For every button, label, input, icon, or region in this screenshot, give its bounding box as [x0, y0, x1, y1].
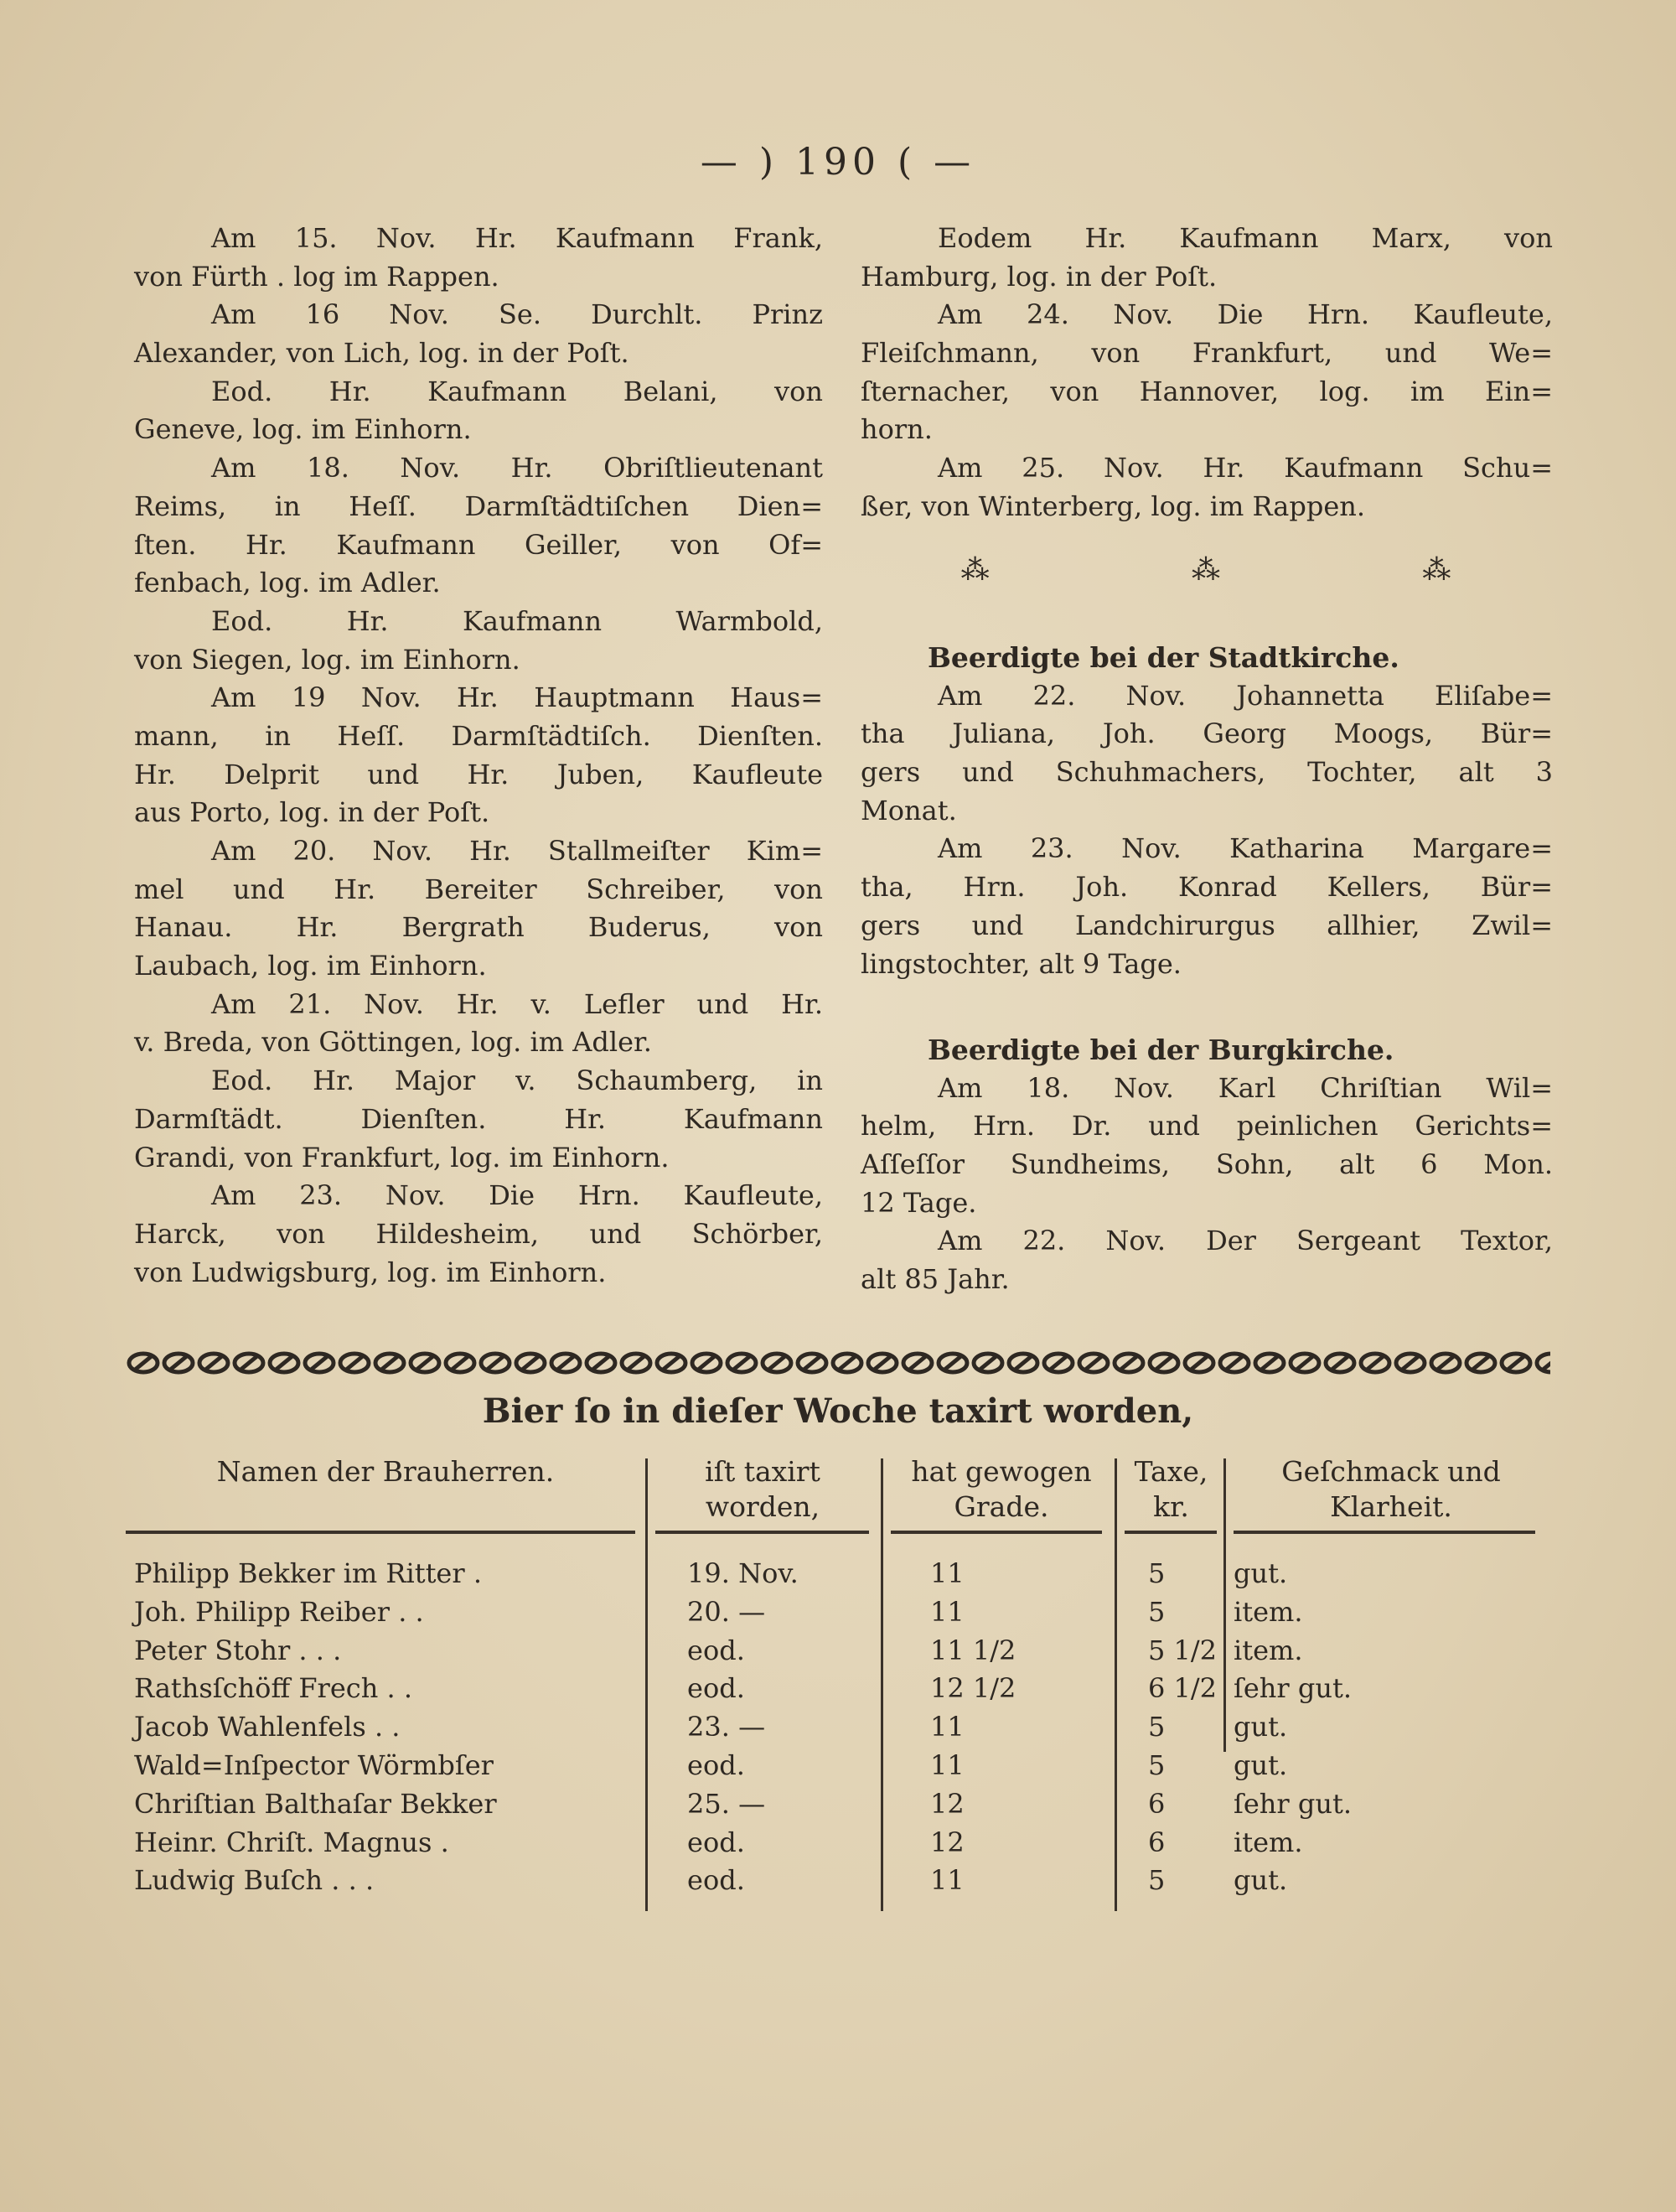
quality-value: item. [1234, 1634, 1303, 1666]
table-row [126, 1747, 1559, 1785]
header-tare [1119, 1454, 1223, 1525]
table-row [126, 1824, 1559, 1862]
right-column-arrivals [861, 220, 1553, 526]
header-quality-line2: Klarheit. [1330, 1490, 1452, 1523]
tax-date: eod. [687, 1748, 745, 1781]
header-rule [1234, 1531, 1535, 1534]
brewer-name: Jacob Wahlenfels . . [134, 1711, 401, 1743]
header-rule [126, 1531, 635, 1534]
tare-value: 6 [1148, 1826, 1166, 1858]
brewer-name: Wald=Inſpector Wörmbſer [134, 1748, 494, 1781]
text-line: gers und Schuhmachers, Tochter, alt 3 [861, 756, 1553, 789]
text-line: Eodem Hr. Kaufmann Marx, von [938, 222, 1553, 254]
text-line: Am 22. Nov. Johannetta Eliſabe= [938, 679, 1553, 712]
text-line: Darmſtädt. Dienſten. Hr. Kaufmann [134, 1102, 823, 1135]
text-line: Geneve, log. im Einhorn. [134, 413, 472, 446]
burials-stadtkirche [861, 639, 1553, 983]
text-line: helm, Hrn. Dr. und peinlichen Gerichts= [861, 1110, 1553, 1142]
text-line: Am 18. Nov. Karl Chriſtian Wil= [938, 1071, 1553, 1104]
tare-value: 5 [1148, 1748, 1166, 1781]
text-line: fenbach, log. im Adler. [134, 567, 441, 599]
section-separator [861, 553, 1553, 587]
tax-date: 25. — [687, 1787, 766, 1820]
asterism-icon: ⁂ [960, 553, 991, 587]
quality-value: gut. [1234, 1711, 1288, 1743]
text-line: Eod. Hr. Major v. Schaumberg, in [211, 1065, 823, 1097]
header-date-line1: iſt taxirt [705, 1455, 820, 1488]
header-tare-line1: Taxe, [1134, 1455, 1208, 1488]
asterism-icon: ⁂ [1422, 553, 1453, 587]
text-line: Am 23. Nov. Katharina Margare= [938, 832, 1553, 865]
header-rule [1125, 1531, 1217, 1534]
table-row [126, 1862, 1559, 1900]
text-line: mann, in Heſſ. Darmſtädtiſch. Dienſten. [134, 719, 823, 752]
text-line: Hamburg, log. in der Poſt. [861, 260, 1218, 293]
text-line: horn. [861, 413, 933, 446]
quality-value: gut. [1234, 1557, 1288, 1589]
table-row [126, 1593, 1559, 1632]
table-title: Bier ſo in dieſer Woche taxirt worden, [482, 1391, 1194, 1431]
text-line: Eod. Hr. Kaufmann Warmbold, [211, 604, 823, 637]
header-rule [891, 1531, 1102, 1534]
header-grade-line2: Grade. [954, 1490, 1049, 1523]
tare-value: 6 [1148, 1787, 1166, 1820]
text-line: Am 16 Nov. Se. Durchlt. Prinz [211, 298, 823, 331]
header-date-line2: worden, [705, 1490, 820, 1523]
text-line: mel und Hr. Bereiter Schreiber, von [134, 873, 823, 905]
text-line: gers und Landchirurgus allhier, Zwil= [861, 909, 1553, 941]
text-line: alt 85 Jahr. [861, 1263, 1010, 1296]
quality-value: gut. [1234, 1748, 1288, 1781]
brewer-name: Ludwig Buſch . . . [134, 1864, 375, 1897]
header-rule [655, 1531, 869, 1534]
text-line: Am 18. Nov. Hr. Obriſtlieutenant [211, 452, 823, 484]
text-line: Monat. [861, 794, 957, 826]
quality-value: item. [1234, 1826, 1303, 1858]
text-line: Reims, in Heſſ. Darmſtädtiſchen Dien= [134, 490, 823, 522]
text-line: ßer, von Winterberg, log. im Rappen. [861, 490, 1366, 522]
tax-date: 19. Nov. [687, 1557, 799, 1589]
text-line: Am 25. Nov. Hr. Kaufmann Schu= [938, 452, 1553, 484]
text-line: Hanau. Hr. Bergrath Buderus, von [134, 911, 823, 944]
grade-value: 11 [930, 1595, 965, 1628]
text-line: ſternacher, von Hannover, log. im Ein= [861, 375, 1553, 407]
text-line: Am 15. Nov. Hr. Kaufmann Frank, [211, 222, 823, 254]
table-row [126, 1632, 1559, 1671]
burial-entries [861, 1070, 1553, 1299]
tax-date: eod. [687, 1864, 745, 1897]
text-line: Laubach, log. im Einhorn. [134, 950, 487, 982]
beer-table-header [126, 1454, 1559, 1534]
header-tare-line2: kr. [1153, 1490, 1189, 1523]
text-line: tha Juliana, Joh. Georg Moogs, Bür= [861, 717, 1553, 750]
brewer-name: Chriſtian Balthaſar Bekker [134, 1787, 497, 1820]
text-line: ſten. Hr. Kaufmann Geiller, von Of= [134, 528, 823, 561]
table-row [126, 1555, 1559, 1593]
tax-date: eod. [687, 1634, 745, 1666]
text-line: Am 20. Nov. Hr. Stallmeiſter Kim= [211, 835, 823, 867]
asterism-icon: ⁂ [1191, 553, 1222, 587]
grade-value: 11 [930, 1711, 965, 1743]
beer-table-body [126, 1555, 1559, 1900]
tare-value: 5 [1148, 1711, 1166, 1743]
header-grade [884, 1454, 1119, 1525]
grade-value: 11 [930, 1748, 965, 1781]
grade-value: 12 [930, 1787, 965, 1820]
header-grade-line1: hat gewogen [911, 1455, 1092, 1488]
tare-value: 5 [1148, 1557, 1166, 1589]
table-row [126, 1708, 1559, 1747]
burial-entries [861, 677, 1553, 984]
text-line: von Ludwigsburg, log. im Einhorn. [134, 1256, 607, 1288]
page-number: — ) 190 ( — [700, 141, 976, 184]
brewer-name: Peter Stohr . . . [134, 1634, 342, 1666]
tare-value: 5 [1148, 1864, 1166, 1897]
text-line: Harck, von Hildesheim, und Schörber, [134, 1217, 823, 1250]
brewer-name: Philipp Bekker im Ritter . [134, 1557, 482, 1589]
header-quality-line1: Geſchmack und [1281, 1455, 1501, 1488]
text-line: Alexander, von Lich, log. in der Poſt. [134, 337, 629, 370]
table-row [126, 1670, 1559, 1708]
text-line: Hr. Delprit und Hr. Juben, Kaufleute [134, 758, 823, 790]
tare-value: 5 1/2 [1148, 1634, 1218, 1666]
grade-value: 11 [930, 1864, 965, 1897]
tax-date: eod. [687, 1826, 745, 1858]
brewer-name: Rathsſchöff Frech . . [134, 1672, 412, 1705]
quality-value: gut. [1234, 1864, 1288, 1897]
tax-date: eod. [687, 1672, 745, 1705]
text-line: aus Porto, log. in der Poſt. [134, 796, 490, 829]
grade-value: 12 1/2 [930, 1672, 1016, 1705]
brewer-name: Heinr. Chriſt. Magnus . [134, 1826, 449, 1858]
text-line: Fleiſchmann, von Frankfurt, und We= [861, 337, 1553, 370]
section-heading: Beerdigte bei der Burgkirche. [928, 1033, 1394, 1066]
quality-value: ſehr gut. [1234, 1787, 1352, 1820]
text-line: Am 22. Nov. Der Sergeant Textor, [938, 1225, 1553, 1257]
grade-value: 11 1/2 [930, 1634, 1016, 1666]
text-line: v. Breda, von Göttingen, log. im Adler. [134, 1026, 652, 1059]
text-line: Aſſeſſor Sundheims, Sohn, alt 6 Mon. [861, 1148, 1553, 1181]
tare-value: 5 [1148, 1595, 1166, 1628]
text-line: lingstochter, alt 9 Tage. [861, 947, 1182, 980]
header-name: Namen der Brauherren. [216, 1455, 555, 1488]
text-line: Am 21. Nov. Hr. v. Lefler und Hr. [211, 987, 823, 1020]
quality-value: ſehr gut. [1234, 1672, 1352, 1705]
quality-value: item. [1234, 1595, 1303, 1628]
text-line: Grandi, von Frankfurt, log. im Einhorn. [134, 1141, 670, 1173]
burials-burgkirche [861, 1031, 1553, 1299]
text-line: Am 23. Nov. Die Hrn. Kaufleute, [211, 1179, 823, 1212]
left-column-arrivals [134, 220, 823, 1292]
text-line: Am 24. Nov. Die Hrn. Kaufleute, [938, 298, 1553, 331]
ornamental-divider [126, 1348, 1550, 1378]
header-quality [1232, 1454, 1550, 1525]
grade-value: 12 [930, 1826, 965, 1858]
text-line: von Fürth . log im Rappen. [134, 260, 499, 293]
table-row [126, 1785, 1559, 1824]
brewer-name: Joh. Philipp Reiber . . [134, 1595, 424, 1628]
text-line: 12 Tage. [861, 1186, 977, 1219]
grade-value: 11 [930, 1557, 965, 1589]
text-line: Eod. Hr. Kaufmann Belani, von [211, 375, 823, 407]
text-line: Am 19 Nov. Hr. Hauptmann Haus= [211, 681, 823, 714]
tax-date: 20. — [687, 1595, 766, 1628]
text-line: tha, Hrn. Joh. Konrad Kellers, Bür= [861, 871, 1553, 904]
text-line: von Siegen, log. im Einhorn. [134, 643, 520, 676]
header-date [670, 1454, 855, 1525]
tax-date: 23. — [687, 1711, 766, 1743]
section-heading: Beerdigte bei der Stadtkirche. [928, 641, 1399, 674]
tare-value: 6 1/2 [1148, 1672, 1218, 1705]
